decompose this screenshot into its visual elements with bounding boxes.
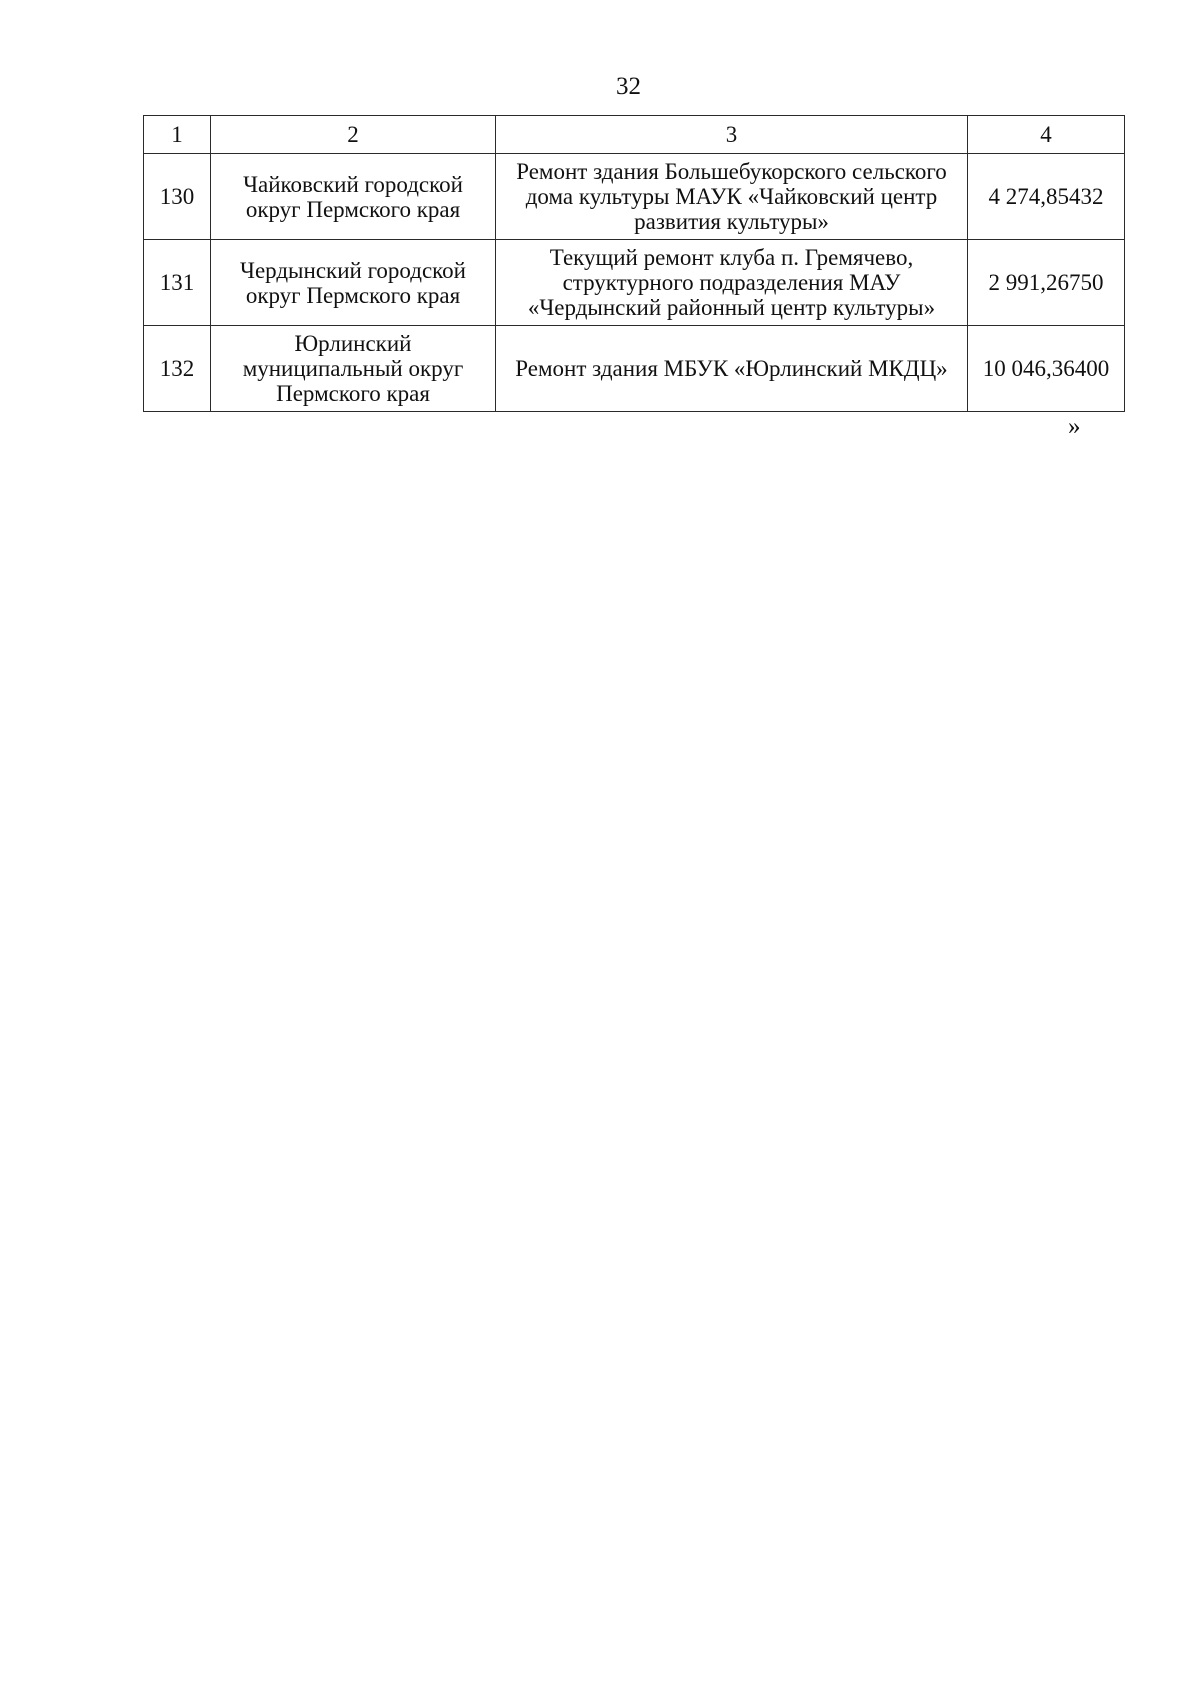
amount-cell: 10 046,36400 [968,326,1125,412]
table-header-row [144,116,1125,154]
row-number-cell: 131 [144,240,211,326]
column-number-2: 2 [211,116,496,154]
object-description-cell: Ремонт здания Большебукорского сельского дома культуры МАУК «Чайковский центр развития культуры» [496,154,968,240]
column-number-3: 3 [496,116,968,154]
object-description-cell: Ремонт здания МБУК «Юрлинский МКДЦ» [496,326,968,412]
table-row [144,326,1125,412]
municipality-cell: Юрлинский муниципальный округ Пермского края [211,326,496,412]
table-row [144,240,1125,326]
budget-allocation-table [143,115,1125,412]
object-description-cell: Текущий ремонт клуба п. Гремячево, структурного подразделения МАУ «Чердынский районный центр культуры» [496,240,968,326]
closing-quote-mark: » [1068,413,1081,440]
municipality-cell: Чердынский городской округ Пермского края [211,240,496,326]
row-number-cell: 132 [144,326,211,412]
amount-cell: 2 991,26750 [968,240,1125,326]
amount-cell: 4 274,85432 [968,154,1125,240]
page-number: 32 [616,73,641,100]
column-number-1: 1 [144,116,211,154]
row-number-cell: 130 [144,154,211,240]
table-row [144,154,1125,240]
column-number-4: 4 [968,116,1125,154]
municipality-cell: Чайковский городской округ Пермского края [211,154,496,240]
